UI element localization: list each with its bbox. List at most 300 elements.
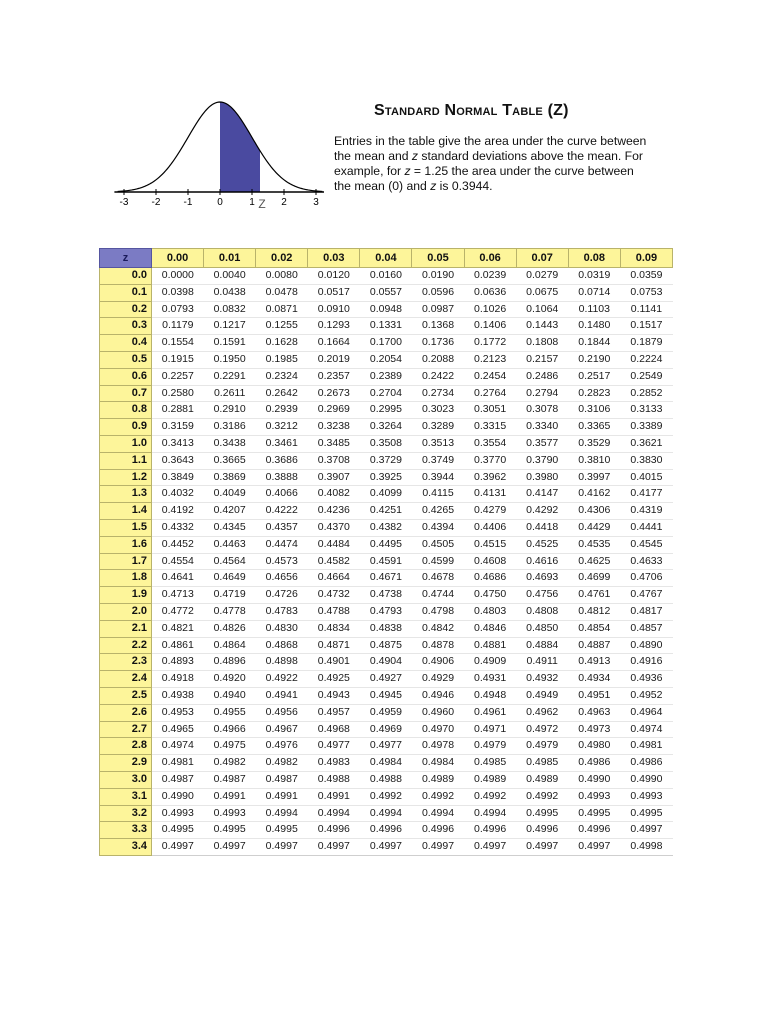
- table-cell: 0.3133: [620, 402, 672, 419]
- table-cell: 0.0120: [308, 268, 360, 285]
- table-row: [100, 671, 673, 688]
- description-z-variable: z: [411, 149, 419, 163]
- table-cell: 0.4952: [620, 687, 672, 704]
- table-cell: 0.4909: [464, 654, 516, 671]
- row-z-label: 2.8: [100, 738, 152, 755]
- table-cell: 0.3729: [360, 452, 412, 469]
- table-cell: 0.4767: [620, 587, 672, 604]
- table-cell: 0.4744: [412, 587, 464, 604]
- table-row: [100, 839, 673, 856]
- table-cell: 0.3051: [464, 402, 516, 419]
- table-cell: 0.4608: [464, 553, 516, 570]
- table-cell: 0.4997: [256, 839, 308, 856]
- table-cell: 0.4826: [204, 620, 256, 637]
- table-cell: 0.4850: [516, 620, 568, 637]
- row-z-label: 2.5: [100, 687, 152, 704]
- table-cell: 0.3980: [516, 469, 568, 486]
- shaded-area: [220, 102, 260, 192]
- table-cell: 0.4015: [620, 469, 672, 486]
- table-cell: 0.4332: [152, 519, 204, 536]
- column-header: 0.00: [152, 249, 204, 268]
- column-header: 0.09: [620, 249, 672, 268]
- table-row: [100, 335, 673, 352]
- table-cell: 0.4978: [412, 738, 464, 755]
- table-cell: 0.4761: [568, 587, 620, 604]
- table-cell: 0.1331: [360, 318, 412, 335]
- table-cell: 0.4993: [568, 788, 620, 805]
- table-cell: 0.4997: [152, 839, 204, 856]
- table-cell: 0.3686: [256, 452, 308, 469]
- table-cell: 0.4793: [360, 603, 412, 620]
- table-cell: 0.0675: [516, 284, 568, 301]
- table-cell: 0.2995: [360, 402, 412, 419]
- table-cell: 0.1480: [568, 318, 620, 335]
- table-cell: 0.4890: [620, 637, 672, 654]
- table-cell: 0.2088: [412, 351, 464, 368]
- table-cell: 0.4875: [360, 637, 412, 654]
- table-cell: 0.4906: [412, 654, 464, 671]
- table-row: [100, 368, 673, 385]
- table-row: [100, 284, 673, 301]
- table-cell: 0.4973: [568, 721, 620, 738]
- table-cell: 0.2673: [308, 385, 360, 402]
- table-row: [100, 704, 673, 721]
- table-cell: 0.4976: [256, 738, 308, 755]
- table-cell: 0.4996: [464, 822, 516, 839]
- table-cell: 0.4192: [152, 503, 204, 520]
- table-cell: 0.4994: [412, 805, 464, 822]
- table-cell: 0.4394: [412, 519, 464, 536]
- table-cell: 0.2764: [464, 385, 516, 402]
- table-cell: 0.4931: [464, 671, 516, 688]
- table-cell: 0.4990: [568, 771, 620, 788]
- table-row: [100, 687, 673, 704]
- table-row: [100, 570, 673, 587]
- row-z-label: 0.3: [100, 318, 152, 335]
- table-cell: 0.4726: [256, 587, 308, 604]
- table-cell: 0.3621: [620, 435, 672, 452]
- table-cell: 0.4953: [152, 704, 204, 721]
- table-cell: 0.3770: [464, 452, 516, 469]
- table-cell: 0.0832: [204, 301, 256, 318]
- row-z-label: 2.3: [100, 654, 152, 671]
- z-column-header: z: [100, 249, 152, 268]
- table-cell: 0.4808: [516, 603, 568, 620]
- table-cell: 0.4901: [308, 654, 360, 671]
- table-cell: 0.4418: [516, 519, 568, 536]
- table-cell: 0.0596: [412, 284, 464, 301]
- table-cell: 0.4671: [360, 570, 412, 587]
- table-cell: 0.4582: [308, 553, 360, 570]
- table-cell: 0.0714: [568, 284, 620, 301]
- table-cell: 0.4854: [568, 620, 620, 637]
- table-cell: 0.3790: [516, 452, 568, 469]
- table-cell: 0.1700: [360, 335, 412, 352]
- table-cell: 0.4719: [204, 587, 256, 604]
- table-cell: 0.2123: [464, 351, 516, 368]
- table-cell: 0.3315: [464, 419, 516, 436]
- table-cell: 0.1879: [620, 335, 672, 352]
- table-cell: 0.3925: [360, 469, 412, 486]
- table-cell: 0.4972: [516, 721, 568, 738]
- table-cell: 0.4382: [360, 519, 412, 536]
- table-cell: 0.2734: [412, 385, 464, 402]
- table-row: [100, 620, 673, 637]
- row-z-label: 0.5: [100, 351, 152, 368]
- table-cell: 0.4989: [516, 771, 568, 788]
- table-cell: 0.1443: [516, 318, 568, 335]
- table-cell: 0.4929: [412, 671, 464, 688]
- table-cell: 0.4817: [620, 603, 672, 620]
- table-cell: 0.4990: [620, 771, 672, 788]
- table-cell: 0.4925: [308, 671, 360, 688]
- page-title: Standard Normal Table (Z): [374, 102, 569, 119]
- table-cell: 0.2324: [256, 368, 308, 385]
- table-cell: 0.4995: [256, 822, 308, 839]
- row-z-label: 1.2: [100, 469, 152, 486]
- table-cell: 0.3907: [308, 469, 360, 486]
- table-cell: 0.4990: [152, 788, 204, 805]
- table-row: [100, 402, 673, 419]
- table-cell: 0.4505: [412, 536, 464, 553]
- table-cell: 0.3849: [152, 469, 204, 486]
- table-cell: 0.4864: [204, 637, 256, 654]
- table-cell: 0.4995: [568, 805, 620, 822]
- table-cell: 0.4115: [412, 486, 464, 503]
- table-cell: 0.0080: [256, 268, 308, 285]
- table-cell: 0.0517: [308, 284, 360, 301]
- table-row: [100, 805, 673, 822]
- table-cell: 0.0910: [308, 301, 360, 318]
- row-z-label: 1.6: [100, 536, 152, 553]
- table-cell: 0.3944: [412, 469, 464, 486]
- table-cell: 0.4963: [568, 704, 620, 721]
- row-z-label: 1.0: [100, 435, 152, 452]
- table-cell: 0.2157: [516, 351, 568, 368]
- row-z-label: 1.1: [100, 452, 152, 469]
- table-cell: 0.4686: [464, 570, 516, 587]
- title-block: [332, 102, 652, 194]
- table-cell: 0.4992: [412, 788, 464, 805]
- table-cell: 0.3869: [204, 469, 256, 486]
- row-z-label: 0.6: [100, 368, 152, 385]
- row-z-label: 0.9: [100, 419, 152, 436]
- table-cell: 0.4974: [152, 738, 204, 755]
- table-cell: 0.4616: [516, 553, 568, 570]
- z-table-header-row: [100, 249, 673, 268]
- table-cell: 0.2881: [152, 402, 204, 419]
- table-cell: 0.4564: [204, 553, 256, 570]
- table-cell: 0.1293: [308, 318, 360, 335]
- table-cell: 0.4986: [568, 755, 620, 772]
- table-cell: 0.4987: [204, 771, 256, 788]
- table-cell: 0.4884: [516, 637, 568, 654]
- row-z-label: 2.9: [100, 755, 152, 772]
- table-cell: 0.4463: [204, 536, 256, 553]
- description-text: is 0.3944.: [436, 179, 493, 193]
- axis-tick-label: 0: [217, 197, 223, 208]
- table-cell: 0.2454: [464, 368, 516, 385]
- table-cell: 0.2357: [308, 368, 360, 385]
- table-cell: 0.4922: [256, 671, 308, 688]
- table-cell: 0.3508: [360, 435, 412, 452]
- table-cell: 0.2642: [256, 385, 308, 402]
- table-cell: 0.4868: [256, 637, 308, 654]
- table-cell: 0.4985: [464, 755, 516, 772]
- table-cell: 0.4732: [308, 587, 360, 604]
- table-cell: 0.4955: [204, 704, 256, 721]
- table-cell: 0.4920: [204, 671, 256, 688]
- table-cell: 0.4441: [620, 519, 672, 536]
- table-cell: 0.4878: [412, 637, 464, 654]
- table-row: [100, 771, 673, 788]
- table-row: [100, 587, 673, 604]
- table-cell: 0.4812: [568, 603, 620, 620]
- table-cell: 0.4987: [152, 771, 204, 788]
- table-cell: 0.4987: [256, 771, 308, 788]
- table-cell: 0.4406: [464, 519, 516, 536]
- column-header: 0.08: [568, 249, 620, 268]
- row-z-label: 3.3: [100, 822, 152, 839]
- table-cell: 0.4834: [308, 620, 360, 637]
- table-cell: 0.3289: [412, 419, 464, 436]
- table-cell: 0.4591: [360, 553, 412, 570]
- table-cell: 0.4251: [360, 503, 412, 520]
- table-cell: 0.3810: [568, 452, 620, 469]
- table-cell: 0.0279: [516, 268, 568, 285]
- row-z-label: 0.8: [100, 402, 152, 419]
- table-cell: 0.4279: [464, 503, 516, 520]
- table-cell: 0.1915: [152, 351, 204, 368]
- table-row: [100, 536, 673, 553]
- table-cell: 0.4798: [412, 603, 464, 620]
- table-cell: 0.1844: [568, 335, 620, 352]
- table-cell: 0.4788: [308, 603, 360, 620]
- table-cell: 0.1950: [204, 351, 256, 368]
- table-cell: 0.0478: [256, 284, 308, 301]
- table-cell: 0.4918: [152, 671, 204, 688]
- table-cell: 0.3413: [152, 435, 204, 452]
- table-cell: 0.3643: [152, 452, 204, 469]
- table-cell: 0.4893: [152, 654, 204, 671]
- table-cell: 0.4997: [412, 839, 464, 856]
- table-cell: 0.4984: [360, 755, 412, 772]
- table-cell: 0.4049: [204, 486, 256, 503]
- row-z-label: 1.9: [100, 587, 152, 604]
- z-table-container: [99, 248, 673, 856]
- table-row: [100, 738, 673, 755]
- table-cell: 0.4960: [412, 704, 464, 721]
- table-cell: 0.1406: [464, 318, 516, 335]
- table-cell: 0.2939: [256, 402, 308, 419]
- table-cell: 0.3438: [204, 435, 256, 452]
- table-row: [100, 553, 673, 570]
- table-cell: 0.4861: [152, 637, 204, 654]
- row-z-label: 0.7: [100, 385, 152, 402]
- table-cell: 0.4750: [464, 587, 516, 604]
- table-cell: 0.4625: [568, 553, 620, 570]
- table-cell: 0.4911: [516, 654, 568, 671]
- table-cell: 0.4292: [516, 503, 568, 520]
- table-cell: 0.4913: [568, 654, 620, 671]
- table-cell: 0.1808: [516, 335, 568, 352]
- table-cell: 0.4803: [464, 603, 516, 620]
- row-z-label: 2.2: [100, 637, 152, 654]
- table-cell: 0.4966: [204, 721, 256, 738]
- table-cell: 0.4959: [360, 704, 412, 721]
- row-z-label: 0.4: [100, 335, 152, 352]
- table-cell: 0.4656: [256, 570, 308, 587]
- table-cell: 0.3577: [516, 435, 568, 452]
- table-cell: 0.4945: [360, 687, 412, 704]
- table-cell: 0.4997: [204, 839, 256, 856]
- table-cell: 0.4641: [152, 570, 204, 587]
- table-cell: 0.4887: [568, 637, 620, 654]
- table-cell: 0.4306: [568, 503, 620, 520]
- table-cell: 0.4996: [360, 822, 412, 839]
- table-cell: 0.4066: [256, 486, 308, 503]
- table-cell: 0.4474: [256, 536, 308, 553]
- table-cell: 0.4994: [464, 805, 516, 822]
- z-marker-label: Z: [258, 197, 266, 211]
- table-cell: 0.3023: [412, 402, 464, 419]
- table-cell: 0.4032: [152, 486, 204, 503]
- table-cell: 0.4319: [620, 503, 672, 520]
- table-cell: 0.3749: [412, 452, 464, 469]
- table-cell: 0.3238: [308, 419, 360, 436]
- description-text: standard deviations above the mean. For example, for: [334, 149, 643, 178]
- table-cell: 0.3461: [256, 435, 308, 452]
- table-cell: 0.4997: [464, 839, 516, 856]
- table-cell: 0.4649: [204, 570, 256, 587]
- table-cell: 0.4991: [308, 788, 360, 805]
- table-cell: 0.3078: [516, 402, 568, 419]
- table-cell: 0.1026: [464, 301, 516, 318]
- table-cell: 0.4599: [412, 553, 464, 570]
- table-cell: 0.4998: [620, 839, 672, 856]
- table-cell: 0.4772: [152, 603, 204, 620]
- table-cell: 0.4357: [256, 519, 308, 536]
- table-row: [100, 351, 673, 368]
- table-row: [100, 435, 673, 452]
- table-cell: 0.4162: [568, 486, 620, 503]
- description-z-variable: z: [430, 179, 437, 193]
- description-text: = 1.25 the area under the curve between the mean (0) and: [334, 164, 634, 193]
- table-cell: 0.2291: [204, 368, 256, 385]
- table-cell: 0.4099: [360, 486, 412, 503]
- table-cell: 0.4916: [620, 654, 672, 671]
- table-cell: 0.4962: [516, 704, 568, 721]
- description-text: Entries in the table give the area under the curve between the mean and: [334, 134, 647, 163]
- table-cell: 0.4664: [308, 570, 360, 587]
- table-cell: 0.4981: [152, 755, 204, 772]
- column-header: 0.05: [412, 249, 464, 268]
- table-cell: 0.4783: [256, 603, 308, 620]
- table-cell: 0.4706: [620, 570, 672, 587]
- table-cell: 0.4995: [516, 805, 568, 822]
- table-cell: 0.4177: [620, 486, 672, 503]
- axis-tick-label: -1: [183, 197, 193, 208]
- row-z-label: 3.4: [100, 839, 152, 856]
- table-cell: 0.3365: [568, 419, 620, 436]
- table-row: [100, 755, 673, 772]
- table-cell: 0.4991: [204, 788, 256, 805]
- table-cell: 0.1064: [516, 301, 568, 318]
- table-cell: 0.1368: [412, 318, 464, 335]
- table-cell: 0.4131: [464, 486, 516, 503]
- table-cell: 0.4995: [152, 822, 204, 839]
- table-cell: 0.4993: [204, 805, 256, 822]
- table-cell: 0.3888: [256, 469, 308, 486]
- table-cell: 0.4995: [204, 822, 256, 839]
- table-cell: 0.4495: [360, 536, 412, 553]
- table-cell: 0.3962: [464, 469, 516, 486]
- table-cell: 0.4971: [464, 721, 516, 738]
- table-cell: 0.4713: [152, 587, 204, 604]
- table-cell: 0.4699: [568, 570, 620, 587]
- table-cell: 0.3529: [568, 435, 620, 452]
- table-cell: 0.4830: [256, 620, 308, 637]
- table-cell: 0.4985: [516, 755, 568, 772]
- table-cell: 0.2969: [308, 402, 360, 419]
- table-cell: 0.4949: [516, 687, 568, 704]
- table-cell: 0.4983: [308, 755, 360, 772]
- table-cell: 0.1103: [568, 301, 620, 318]
- table-cell: 0.0319: [568, 268, 620, 285]
- table-cell: 0.0040: [204, 268, 256, 285]
- table-cell: 0.3554: [464, 435, 516, 452]
- table-cell: 0.4997: [360, 839, 412, 856]
- row-z-label: 1.4: [100, 503, 152, 520]
- table-cell: 0.4994: [360, 805, 412, 822]
- table-cell: 0.0948: [360, 301, 412, 318]
- table-cell: 0.4969: [360, 721, 412, 738]
- table-row: [100, 721, 673, 738]
- table-cell: 0.4693: [516, 570, 568, 587]
- table-cell: 0.1664: [308, 335, 360, 352]
- axis-tick-label: 1: [249, 197, 255, 208]
- row-z-label: 0.2: [100, 301, 152, 318]
- axis-tick-label: -3: [119, 197, 129, 208]
- table-cell: 0.4997: [620, 822, 672, 839]
- table-cell: 0.4938: [152, 687, 204, 704]
- table-row: [100, 419, 673, 436]
- table-cell: 0.4995: [620, 805, 672, 822]
- table-cell: 0.4970: [412, 721, 464, 738]
- axis-tick-label: 2: [281, 197, 287, 208]
- table-cell: 0.4968: [308, 721, 360, 738]
- table-row: [100, 318, 673, 335]
- table-cell: 0.3485: [308, 435, 360, 452]
- table-row: [100, 503, 673, 520]
- table-cell: 0.0557: [360, 284, 412, 301]
- table-cell: 0.3830: [620, 452, 672, 469]
- column-header: 0.03: [308, 249, 360, 268]
- table-cell: 0.4989: [412, 771, 464, 788]
- table-row: [100, 654, 673, 671]
- table-cell: 0.3665: [204, 452, 256, 469]
- table-cell: 0.4993: [152, 805, 204, 822]
- table-cell: 0.4982: [204, 755, 256, 772]
- table-cell: 0.4996: [516, 822, 568, 839]
- table-cell: 0.4977: [360, 738, 412, 755]
- table-row: [100, 788, 673, 805]
- table-row: [100, 301, 673, 318]
- table-row: [100, 637, 673, 654]
- table-cell: 0.4981: [620, 738, 672, 755]
- table-cell: 0.4370: [308, 519, 360, 536]
- table-cell: 0.4943: [308, 687, 360, 704]
